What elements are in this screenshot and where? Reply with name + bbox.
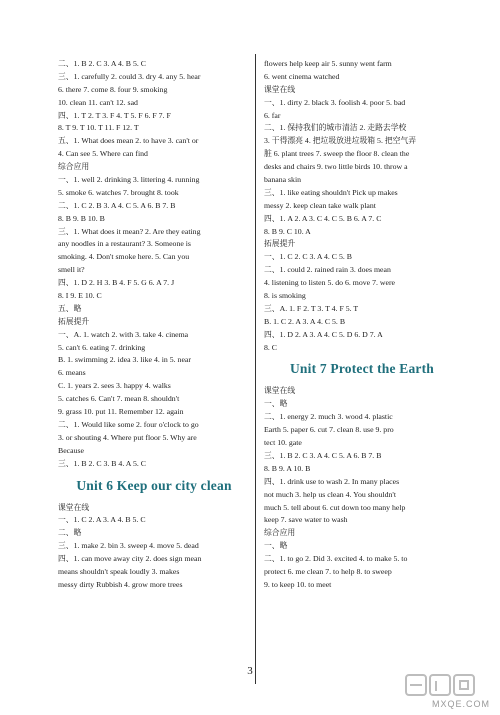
answer-line: Because [58,445,84,455]
column-divider [255,54,256,684]
unit7-answer-line: 课堂在线 [264,386,296,396]
unit6-answer-line: means shouldn't speak loudly 3. makes [58,566,180,576]
unit7-answer-line: 综合应用 [264,528,296,538]
unit-7-title: Unit 7 Protect the Earth [289,361,435,377]
answer-line: 四、1. D 2. H 3. B 4. F 5. G 6. A 7. J [58,278,175,288]
answer-line: 8. B 9. B 10. B [58,213,105,223]
answer-line: desks and chairs 9. two little birds 10. throw a [264,162,408,172]
answer-line: 课堂在线 [264,84,296,94]
answer-line: 8. B 9. C 10. A [264,226,311,236]
answer-line: 一、1. well 2. drinking 3. littering 4. running [58,175,200,185]
answer-line: 5. can't 6. eating 7. drinking [58,342,146,352]
answer-line: flowers help keep air 5. sunny went farm [264,59,392,68]
unit6-answer-line: 二、略 [58,528,82,538]
unit7-answer-line: 一、略 [264,399,288,409]
unit7-answer-line: 四、1. drink use to wash 2. In many places [264,476,400,486]
unit-6-lines-block [58,502,250,592]
watermark-text: MXQE.COM [431,699,490,709]
answer-line: 四、1. T 2. T 3. F 4. T 5. F 6. F 7. F [58,110,171,120]
answer-line: 五、1. What does mean 2. to have 3. can't or [58,136,199,146]
unit6-answer-line: 三、1. make 2. bin 3. sweep 4. move 5. dead [58,541,199,551]
answer-line: smoking. 4. Don't smoke here. 5. Can you [58,252,190,262]
unit-7-lines-block [264,385,460,591]
unit6-answer-line: 一、1. C 2. A 3. A 4. B 5. C [58,515,146,525]
answer-line: 6. means [58,368,86,378]
unit7-answer-line: 二、1. energy 2. much 3. wood 4. plastic [264,412,393,422]
answer-line: 9. grass 10. put 11. Remember 12. again [58,407,184,417]
left-lines-block [58,58,250,471]
unit7-answer-line: 一、略 [264,541,288,551]
answer-line: messy 2. keep clean take walk plant [264,200,376,210]
answer-line: 10. clean 11. can't 12. sad [58,97,138,107]
answer-line: 综合应用 [58,162,90,172]
answer-line: 二、1. Would like some 2. four o'clock to go [58,419,199,429]
unit6-answer-line: 四、1. can move away city 2. does sign mean [58,554,202,564]
answer-line: 二、1. C 2. B 3. A 4. C 5. A 6. B 7. B [58,200,176,210]
answer-line: B. 1. C 2. A 3. A 4. C 5. B [264,316,346,326]
unit7-answer-line: 8. B 9. A 10. B [264,463,311,473]
answer-line: 4. Can see 5. Where can find [58,149,148,159]
unit7-answer-line: 9. to keep 10. to meet [264,579,332,589]
answer-line: 6. there 7. come 8. four 9. smoking [58,84,168,94]
answer-line: 四、1. A 2. A 3. C 4. C 5. B 6. A 7. C [264,213,382,223]
unit6-answer-line: 课堂在线 [58,502,90,512]
answer-line: 三、1. like eating shouldn't Pick up makes [264,187,398,197]
answer-line: 8. C [264,342,277,352]
answer-line: 8. is smoking [264,291,306,301]
unit7-answer-line: protect 6. me clean 7. to help 8. to sweep [264,566,392,576]
answer-line: 6. far [264,110,281,120]
unit-6-title: Unit 6 Keep our city clean [76,477,232,493]
answer-line: 拓展提升 [58,316,90,326]
right-lines-block [264,58,460,354]
answer-line: 三、1. What does it mean? 2. Are they eating [58,226,201,236]
answer-line: banana skin [264,175,302,185]
answer-line: 3. or shouting 4. Where put floor 5. Why are [58,432,197,442]
unit6-answer-line: messy dirty Rubbish 4. grow more trees [58,579,183,589]
answer-line: 二、1. 保持我们的城市清洁 2. 走路去学校 [264,123,407,133]
answer-line: 一、1. C 2. C 3. A 4. C 5. B [264,252,352,262]
answer-line: 脏 6. plant trees 7. sweep the floor 8. clean the [264,149,410,159]
answer-line: 一、1. dirty 2. black 3. foolish 4. poor 5. bad [264,97,406,107]
answer-line: 4. listening to listen 5. do 6. move 7. were [264,278,396,288]
answer-line: 三、1. carefully 2. could 3. dry 4. any 5. hear [58,71,201,81]
answer-line: 一、A. 1. watch 2. with 3. take 4. cinema [58,329,189,339]
unit7-answer-line: much 5. tell about 6. cut down too many help [264,502,406,512]
answer-line: any noodles in a restaurant? 3. Someone is [58,239,191,249]
page-number: 3 [247,665,253,677]
left-column [58,58,250,592]
answer-line: 四、1. D 2. A 3. A 4. C 5. D 6. D 7. A [264,329,383,339]
unit7-answer-line: not much 3. help us clean 4. You shouldn't [264,489,396,499]
answer-line: 二、1. B 2. C 3. A 4. B 5. C [58,59,146,68]
right-column [264,58,460,592]
answer-line: 拓展提升 [264,239,296,249]
answer-line: smell it? [58,265,85,275]
answer-line: 8. T 9. T 10. T 11. F 12. T [58,123,139,133]
unit7-answer-line: keep 7. save water to wash [264,515,348,525]
unit7-answer-line: Earth 5. paper 6. cut 7. clean 8. use 9. pro [264,425,394,435]
answer-line: 8. I 9. E 10. C [58,291,102,301]
answer-line: 五、略 [58,303,82,313]
answer-line: 5. smoke 6. watches 7. brought 8. took [58,187,179,197]
answer-line: 二、1. could 2. rained rain 3. does mean [264,265,391,275]
answer-line: 三、A. 1. F 2. T 3. T 4. F 5. T [264,303,359,313]
answer-line: 6. went cinema watched [264,71,340,81]
answer-line: B. 1. swimming 2. idea 3. like 4. in 5. near [58,355,191,365]
answer-line: 5. catches 6. Can't 7. mean 8. shouldn't [58,394,180,404]
unit7-answer-line: 二、1. to go 2. Did 3. excited 4. to make 5. to [264,554,408,564]
unit7-answer-line: 三、1. B 2. C 3. A 4. C 5. A 6. B 7. B [264,450,382,460]
answer-line: C. 1. years 2. sees 3. happy 4. walks [58,381,171,391]
unit7-answer-line: tect 10. gate [264,438,302,448]
answer-line: 3. 干得漂亮 4. 把垃圾放进垃圾箱 5. 把空气弄 [264,136,417,146]
answer-line: 三、1. B 2. C 3. B 4. A 5. C [58,458,146,468]
